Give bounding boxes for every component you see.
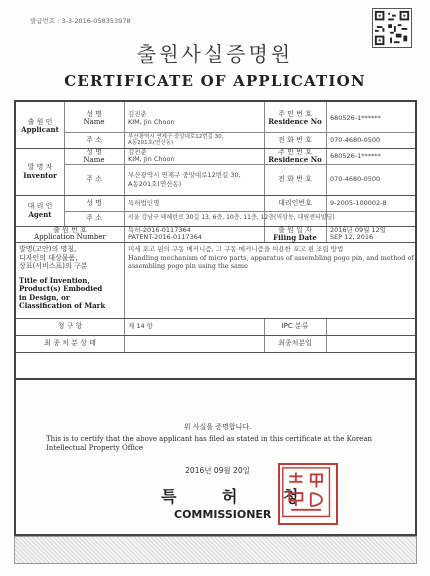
- inventor-residence-value: 680526-1******: [330, 151, 381, 160]
- agent-name-label: 성 명: [86, 198, 102, 207]
- agent-code-value: 9-2005-100002-8: [330, 198, 387, 207]
- applicant-residence-value: 680526-1******: [330, 113, 381, 122]
- certificate-form: [14, 100, 417, 380]
- certify-text-english: This is to certify that the above applicant has filed as stated in this certificate at the Korean Intellectual Property Office: [46, 435, 373, 452]
- inventor-phone-label: 전 화 번 호: [278, 175, 312, 184]
- title-of-invention-value: 미세 포고 핀의 구동 메커니즘, 그 구동 메커니즘을 이용한 포고 핀 조립 방법 Handling mechanism of micro parts, apparatus of assembling pogo pin, and method of assembling pogo pin using the same: [128, 245, 414, 270]
- applicant-name-value: 김진춘 KIM, Jin Choon: [128, 109, 175, 126]
- title-korean: 출원사실증명원: [136, 42, 294, 66]
- applicant-residence-label: 주 민 번 호 Residence No: [268, 109, 322, 126]
- official-seal: [278, 463, 338, 525]
- applicant-phone-value: 070-4680-0500: [330, 135, 381, 144]
- title-english: CERTIFICATE OF APPLICATION: [64, 72, 366, 90]
- title-of-invention-label: 발명(고안)의 명칭, 디자인의 대상물품, 상표(서비스표)의 구분 Title of Invention, Product(s) Embodied in Design, or Classification of Mark: [19, 245, 106, 310]
- ipc-value: [330, 318, 415, 335]
- issue-number: 발급번호 : 3-3-2016-058353978: [30, 17, 131, 25]
- agent-code-label: 대리인번호: [278, 198, 312, 207]
- agent-label: 대 리 인 Agent: [27, 202, 53, 219]
- inventor-residence-label: 주 민 번 호 Residence No: [268, 148, 322, 164]
- inventor-address-label: 주 소: [86, 175, 102, 184]
- claims-value: 제 14 항: [128, 322, 153, 331]
- inventor-name-label: 성 명 Name: [83, 148, 105, 164]
- security-pattern-strip: [14, 536, 417, 564]
- filing-date-label: 출 원 일 자 Filing Date: [273, 226, 317, 242]
- final-status-label: 최 종 처 분 상 태: [44, 339, 96, 348]
- final-date-label: 최종처분일: [278, 339, 312, 348]
- office-name-english: COMMISSIONER: [174, 508, 272, 521]
- inventor-address-value: 부산광역시 연제구 중앙대로12번길 30, A동201호(연산동): [128, 171, 241, 188]
- agent-address-value: 서울 강남구 테헤란로 30길 13, 6층, 10층, 11층, 12층(역삼동, 대림센터빌딩): [128, 214, 335, 222]
- issue-date: 2016년 09월 20일: [185, 466, 250, 475]
- final-status-value: [128, 335, 262, 352]
- filing-date-value: 2016년 09월 12일 SEP 12, 2016: [330, 226, 387, 241]
- ipc-label: IPC 분류: [281, 322, 309, 331]
- applicant-address-label: 주 소: [86, 135, 102, 144]
- certification-section: [14, 380, 417, 536]
- application-number-value: 특허-2016-0117364 PATENT-2016-0117364: [128, 226, 202, 241]
- claims-label: 청 구 항: [57, 322, 83, 331]
- office-name-korean: 특 허 청: [161, 487, 319, 506]
- inventor-name-value: 김진춘 KIM, Jin Choon: [128, 148, 175, 163]
- certify-text-korean: 위 사실을 증명합니다.: [183, 423, 252, 431]
- applicant-address-value: 부산광역시 연제구 중앙대로12번길 30, A동201호(연산동): [128, 133, 224, 146]
- applicant-label: 출 원 인 Applicant: [21, 117, 59, 134]
- inventor-phone-value: 070-4680-0500: [330, 175, 381, 184]
- applicant-phone-label: 전 화 번 호: [278, 135, 312, 144]
- inventor-label: 발 명 자 Inventor: [23, 163, 57, 180]
- agent-name-value: 특허법인명: [128, 198, 160, 207]
- agent-address-label: 주 소: [86, 214, 102, 223]
- footer-note: [14, 566, 417, 574]
- application-number-label: 출 원 번 호 Application Number: [34, 226, 106, 241]
- applicant-name-label: 성 명 Name: [83, 109, 105, 126]
- seal-icon: [280, 465, 336, 523]
